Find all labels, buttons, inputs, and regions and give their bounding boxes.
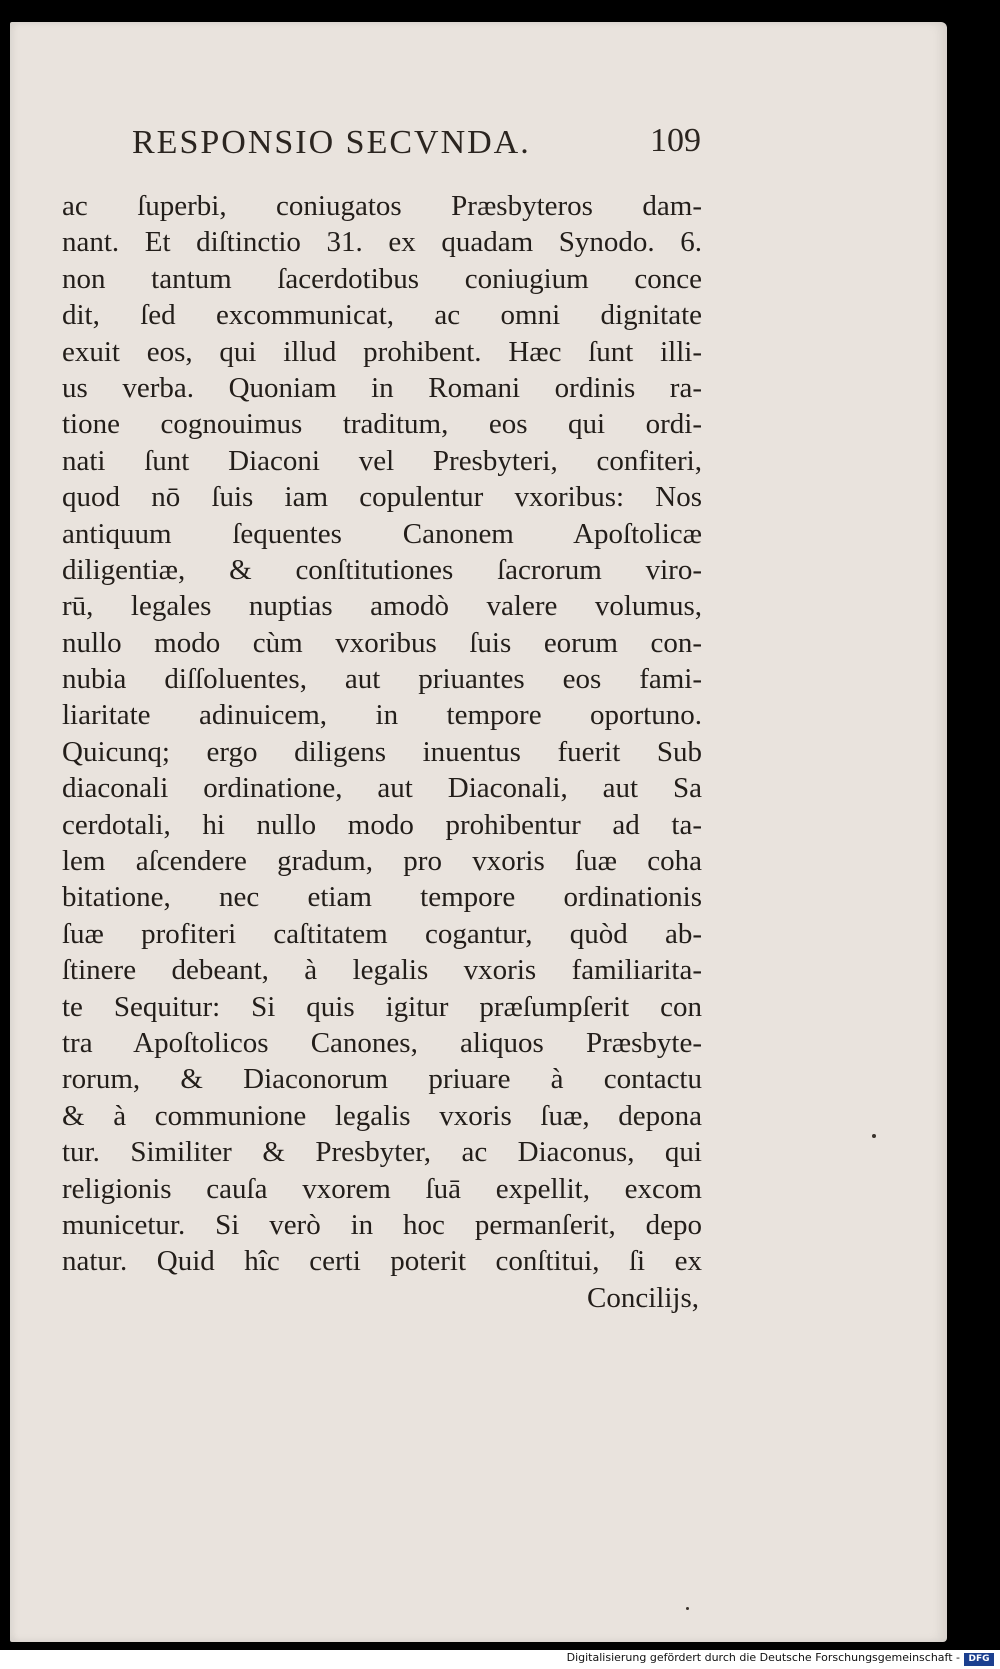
text-line: bitatione, nec etiam tempore ordinationis — [62, 881, 702, 914]
text-line: rū, legales nuptias amodò valere volumus, — [62, 590, 702, 623]
text-line: us verba. Quoniam in Romani ordinis ra- — [62, 371, 702, 404]
running-head: RESPONSIO SECVNDA. — [132, 124, 531, 161]
text-line: exuit eos, qui illud prohibent. Hæc ſunt illi- — [62, 335, 702, 368]
text-line: antiquum ſequentes Canonem Apoſtolicæ — [62, 517, 702, 550]
text-line: natur. Quid hîc certi poterit conſtitui, ſi ex — [62, 1245, 702, 1278]
page-number: 109 — [650, 122, 701, 159]
text-line: dit, ſed excommunicat, ac omni dignitate — [62, 299, 702, 332]
text-line: municetur. Si verò in hoc permanſerit, depo — [62, 1208, 702, 1241]
dfg-logo-icon: DFG — [964, 1653, 994, 1666]
digitization-footer — [0, 1650, 1000, 1669]
text-line: diligentiæ, & conſtitutiones ſacrorum viro- — [62, 553, 702, 586]
text-line: ſuæ profiteri caſtitatem cogantur, quòd ab- — [62, 917, 702, 950]
text-line: tra Apoſtolicos Canones, aliquos Præsbyte- — [62, 1026, 702, 1059]
text-line: diaconali ordinatione, aut Diaconali, aut Sa — [62, 772, 702, 805]
text-line: nullo modo cùm vxoribus ſuis eorum con- — [62, 626, 702, 659]
text-line: lem aſcendere gradum, pro vxoris ſuæ coha — [62, 845, 702, 878]
text-line: tione cognouimus traditum, eos qui ordi- — [62, 408, 702, 441]
text-line: te Sequitur: Si quis igitur præſumpſerit con — [62, 990, 702, 1023]
text-line: nant. Et diſtinctio 31. ex quadam Synodo. 6. — [62, 226, 702, 259]
catchword: Concilijs, — [587, 1281, 699, 1314]
text-line: quod nō ſuis iam copulentur vxoribus: Nos — [62, 481, 702, 514]
text-line: nubia diſſoluentes, aut priuantes eos fami- — [62, 663, 702, 696]
text-line: rorum, & Diaconorum priuare à contactu — [62, 1063, 702, 1096]
footer-credit: Digitalisierung gefördert durch die Deutsche Forschungsgemeinschaft - — [566, 1651, 960, 1664]
text-line: non tantum ſacerdotibus coniugium conce — [62, 262, 702, 295]
text-line: Quicunq; ergo diligens inuentus fuerit Sub — [62, 735, 702, 768]
text-line: nati ſunt Diaconi vel Presbyteri, confiteri, — [62, 444, 702, 477]
text-line: ſtinere debeant, à legalis vxoris familiarita- — [62, 954, 702, 987]
text-line: ac ſuperbi, coniugatos Præsbyteros dam- — [62, 190, 702, 222]
text-line: & à communione legalis vxoris ſuæ, depona — [62, 1099, 702, 1132]
paper-speck — [872, 1134, 876, 1138]
text-line: cerdotali, hi nullo modo prohibentur ad ta- — [62, 808, 702, 841]
body-text — [62, 188, 702, 1316]
text-line: tur. Similiter & Presbyter, ac Diaconus, qui — [62, 1136, 702, 1169]
paper-speck — [686, 1607, 689, 1610]
text-line: liaritate adinuicem, in tempore oportuno. — [62, 699, 702, 732]
book-page — [10, 22, 947, 1642]
text-line: religionis cauſa vxorem ſuā expellit, excom — [62, 1172, 702, 1205]
page-header — [120, 120, 740, 168]
